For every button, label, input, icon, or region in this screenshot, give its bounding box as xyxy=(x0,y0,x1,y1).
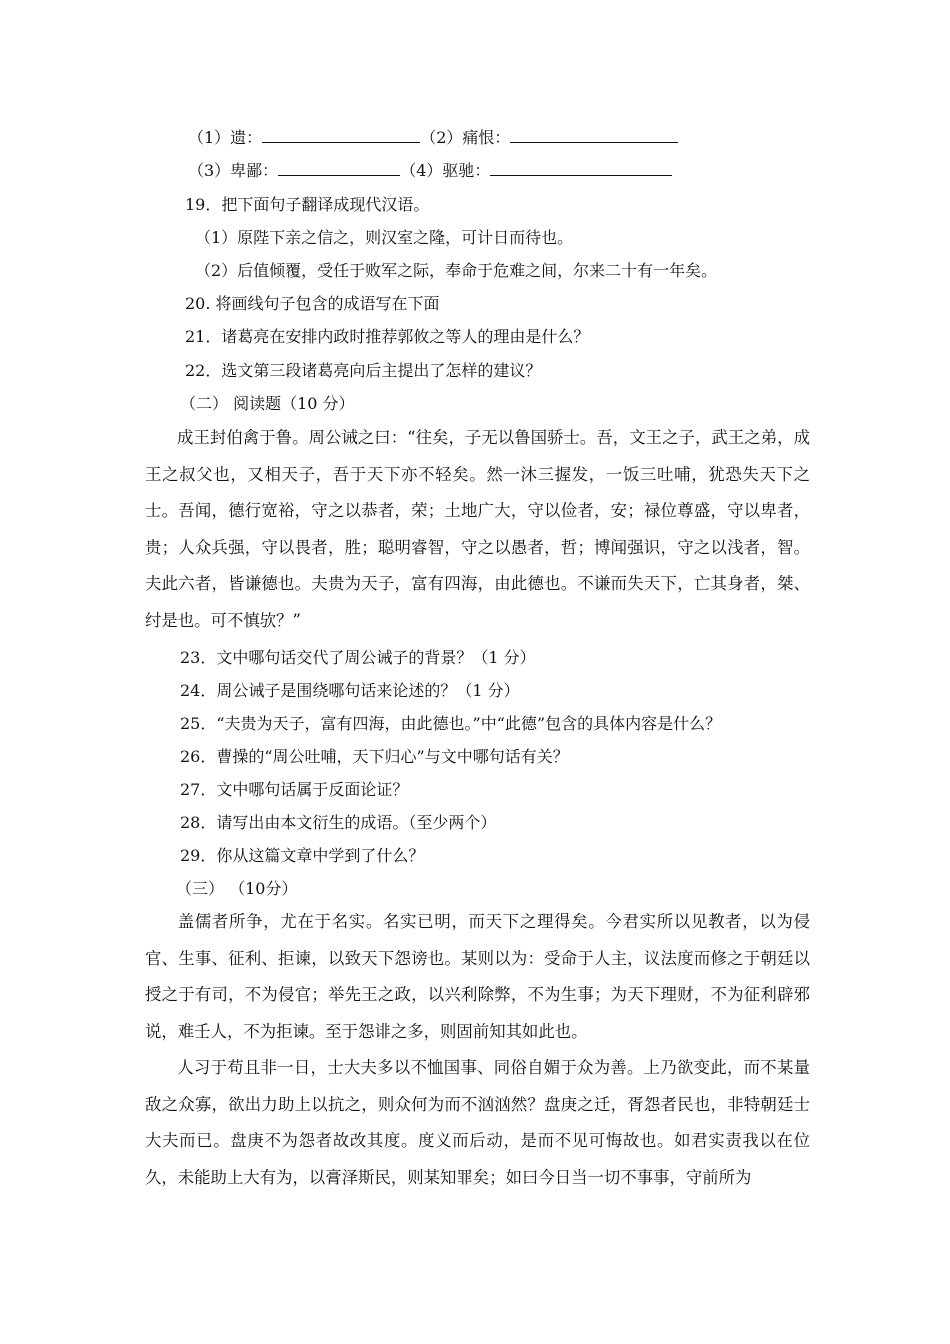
question-28: 28．请写出由本文衍生的成语。（至少两个） xyxy=(180,813,497,832)
vocab-item-1-label: （1）遗： xyxy=(188,128,263,147)
passage-3-paragraph-2 xyxy=(145,1050,810,1196)
vocab-row-2 xyxy=(188,161,672,181)
passage-2 xyxy=(145,420,810,639)
question-25: 25．“夫贵为天子，富有四海，由此德也。”中“此德”包含的具体内容是什么？ xyxy=(180,714,722,733)
question-19-part-1: （1）原陛下亲之信之，则汉室之隆，可计日而待也。 xyxy=(195,228,574,247)
answer-blank-2[interactable] xyxy=(510,128,678,143)
question-20: 20. 将画线句子包含的成语写在下面 xyxy=(185,294,440,313)
answer-blank-3[interactable] xyxy=(278,161,400,176)
question-22: 22．选文第三段诸葛亮向后主提出了怎样的建议？ xyxy=(185,361,542,380)
question-19-part-2: （2）后值倾覆，受任于败军之际，奉命于危难之间，尔来二十有一年矣。 xyxy=(195,261,718,280)
question-26: 26．曹操的“周公吐哺，天下归心”与文中哪句话有关？ xyxy=(180,747,569,766)
section-2-title: （二） 阅读题（10 分） xyxy=(180,394,355,413)
passage-2-text: 成王封伯禽于鲁。周公诫之曰：“往矣，子无以鲁国骄士。吾，文王之子，武王之弟，成王之叔父也，又相天子，吾于天下亦不轻矣。然一沐三握发，一饭三吐哺，犹恐失天下之士。吾闻，德行宽裕，守之以恭者，荣；土地广大，守以俭者，安；禄位尊盛，守以卑者，贵；人众兵强，守以畏者，胜；聪明睿智，守之以愚者，哲；博闻强识，守之以浅者，智。夫此六者，皆谦德也。夫贵为天子，富有四海，由此德也。不谦而失天下，亡其身者，桀、纣是也。可不慎欤？” xyxy=(145,428,810,630)
answer-blank-4[interactable] xyxy=(490,161,672,176)
question-24: 24．周公诫子是围绕哪句话来论述的？（1 分） xyxy=(180,681,520,700)
passage-3-paragraph-1 xyxy=(145,904,810,1050)
vocab-item-2-label: （2）痛恨： xyxy=(420,128,511,147)
question-21: 21．诸葛亮在安排内政时推荐郭攸之等人的理由是什么？ xyxy=(185,327,590,346)
question-19: 19．把下面句子翻译成现代汉语。 xyxy=(185,195,430,214)
question-23: 23．文中哪句话交代了周公诫子的背景？（1 分） xyxy=(180,648,536,667)
question-29: 29．你从这篇文章中学到了什么？ xyxy=(180,846,425,865)
passage-3b-text: 人习于苟且非一日，士大夫多以不恤国事、同俗自媚于众为善。上乃欲变此，而不某量敌之众寡，欲出力助上以抗之，则众何为而不汹汹然？盘庚之迁，胥怨者民也，非特朝廷士大夫而已。盘庚不为怨者故改其度。度义而后动，是而不见可悔故也。如君实责我以在位久，未能助上大有为，以膏泽斯民，则某知罪矣；如曰今日当一切不事事，守前所为 xyxy=(145,1058,810,1187)
vocab-item-3-label: （3）卑鄙： xyxy=(188,161,279,180)
passage-3a-text: 盖儒者所争，尤在于名实。名实已明，而天下之理得矣。今君实所以见教者，以为侵官、生事、征利、拒谏，以致天下怨谤也。某则以为：受命于人主，议法度而修之于朝廷以授之于有司，不为侵官；举先王之政，以兴利除弊，不为生事；为天下理财，不为征利辟邪说，难壬人，不为拒谏。至于怨诽之多，则固前知其如此也。 xyxy=(145,912,810,1041)
question-27: 27．文中哪句话属于反面论证？ xyxy=(180,780,409,799)
section-3-title: （三） （10分） xyxy=(176,879,298,898)
vocab-row-1 xyxy=(188,128,678,148)
answer-blank-1[interactable] xyxy=(262,128,420,143)
vocab-item-4-label: （4）驱驰： xyxy=(400,161,491,180)
